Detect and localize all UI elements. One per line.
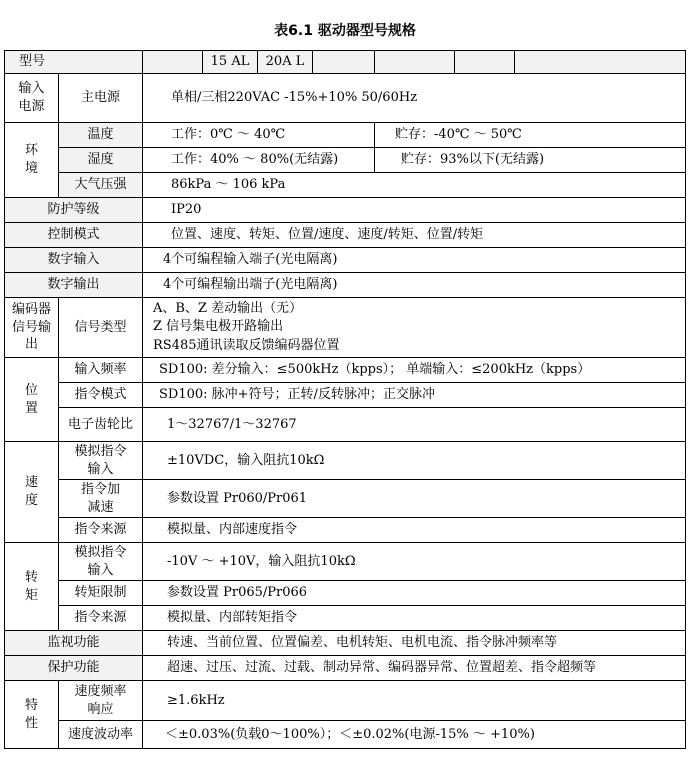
row-value: SD100: 脉冲+符号；正转/反转脉冲；正交脉冲 (143, 383, 686, 408)
row-label: 速度波动率 (59, 721, 143, 749)
row-label: 主电源 (59, 74, 143, 123)
table-row (5, 681, 686, 721)
row-value: 贮存：-40℃ ～ 50℃ (375, 123, 686, 148)
table-row (5, 480, 686, 518)
spec-table (4, 50, 686, 749)
table-title: 表6.1 驱动器型号规格 (274, 23, 416, 39)
row-value: 4个可编程输出端子(光电隔离) (143, 273, 686, 298)
row-value: 86kPa ～ 106 kPa (143, 173, 686, 198)
table-row (5, 581, 686, 606)
label-text: 模拟指令 输入 (74, 443, 127, 477)
model-cell (313, 51, 375, 74)
row-label (59, 480, 143, 518)
row-value: 参数设置 Pr060/Pr061 (143, 480, 686, 518)
group-text: 输入 电源 (18, 81, 45, 114)
model-label: 型号 (5, 51, 143, 74)
table-row (5, 408, 686, 442)
row-label: 信号类型 (59, 298, 143, 358)
table-row (5, 442, 686, 480)
row-label: 指令模式 (59, 383, 143, 408)
table-row (5, 248, 686, 273)
row-value: 4个可编程输入端子(光电隔离) (143, 248, 686, 273)
group-text: 环 境 (24, 143, 38, 176)
group-text: 编码器 信号输 出 (11, 301, 51, 353)
table-row (5, 518, 686, 543)
label-text: 指令加 减速 (81, 481, 121, 515)
row-value: ＜±0.03%(负载0～100%）；＜±0.02%(电源-15% ～ +10%) (143, 721, 686, 749)
group-label (5, 681, 59, 749)
row-label: 电子齿轮比 (59, 408, 143, 442)
table-row (5, 173, 686, 198)
table-row (5, 631, 686, 656)
label-text: 模拟指令 输入 (74, 544, 127, 578)
row-label (59, 442, 143, 480)
table-row (5, 721, 686, 749)
row-label: 监视功能 (5, 631, 143, 656)
table-row (5, 74, 686, 123)
row-value: 模拟量、内部转矩指令 (143, 606, 686, 631)
model-cell: 15 AL (203, 51, 258, 74)
table-row (5, 358, 686, 383)
table-row (5, 383, 686, 408)
row-value: 位置、速度、转矩、位置/速度、速度/转矩、位置/转矩 (143, 223, 686, 248)
row-label: 大气压强 (59, 173, 143, 198)
model-cell (455, 51, 515, 74)
group-label (5, 442, 59, 543)
table-row (5, 148, 686, 173)
row-label: 数字输入 (5, 248, 143, 273)
model-cell (375, 51, 455, 74)
group-text: 位 置 (24, 382, 38, 416)
group-label (5, 74, 59, 123)
row-label: 输入频率 (59, 358, 143, 383)
row-value: 模拟量、内部速度指令 (143, 518, 686, 543)
row-label: 转矩限制 (59, 581, 143, 606)
group-text: 特 性 (24, 697, 38, 731)
row-label: 防护等级 (5, 198, 143, 223)
group-label (5, 123, 59, 198)
model-cell: 20A L (258, 51, 313, 74)
table-row (5, 223, 686, 248)
table-row (5, 543, 686, 581)
encoder-line: A、B、Z 差动输出（无） (153, 301, 303, 317)
row-value: 单相/三相220VAC -15%+10% 50/60Hz (143, 74, 686, 123)
row-value: 转速、当前位置、位置偏差、电机转矩、电机电流、指令脉冲频率等 (143, 631, 686, 656)
table-row (5, 273, 686, 298)
row-label: 温度 (59, 123, 143, 148)
row-value: SD100: 差分输入：≤500kHz（kpps）； 单端输入：≤200kHz（kpps） (143, 358, 686, 383)
row-value: 工作：0℃ ～ 40℃ (143, 123, 375, 148)
table-row (5, 123, 686, 148)
group-label (5, 543, 59, 631)
row-value: 参数设置 Pr065/Pr066 (143, 581, 686, 606)
row-value: ±10VDC，输入阻抗10kΩ (143, 442, 686, 480)
row-value: ≥1.6kHz (143, 681, 686, 721)
table-row (5, 198, 686, 223)
row-label: 指令来源 (59, 606, 143, 631)
header-row (5, 51, 686, 74)
table-row (5, 606, 686, 631)
group-label (5, 298, 59, 358)
row-label: 湿度 (59, 148, 143, 173)
group-text: 速 度 (24, 475, 38, 508)
row-label: 控制模式 (5, 223, 143, 248)
table-row (5, 298, 686, 358)
group-label (5, 358, 59, 442)
row-value: 超速、过压、过流、过载、制动异常、编码器异常、位置超差、指令超频等 (143, 656, 686, 681)
row-value: 工作：40% ～ 80%(无结露) (143, 148, 375, 173)
encoder-line: RS485通讯读取反馈编码器位置 (153, 337, 340, 353)
row-value (143, 298, 686, 358)
row-value: -10V ～ +10V，输入阻抗10kΩ (143, 543, 686, 581)
label-text: 速度频率 响应 (74, 683, 127, 717)
row-label (59, 543, 143, 581)
row-label (59, 681, 143, 721)
row-label: 保护功能 (5, 656, 143, 681)
row-label: 数字输出 (5, 273, 143, 298)
model-cell (515, 51, 686, 74)
model-cell (143, 51, 203, 74)
row-value: 贮存：93%以下(无结露) (375, 148, 686, 173)
row-label: 指令来源 (59, 518, 143, 543)
table-row (5, 656, 686, 681)
group-text: 转 矩 (24, 569, 38, 603)
row-value: 1～32767/1～32767 (143, 408, 686, 442)
row-value: IP20 (143, 198, 686, 223)
encoder-line: Z 信号集电极开路输出 (153, 319, 284, 335)
